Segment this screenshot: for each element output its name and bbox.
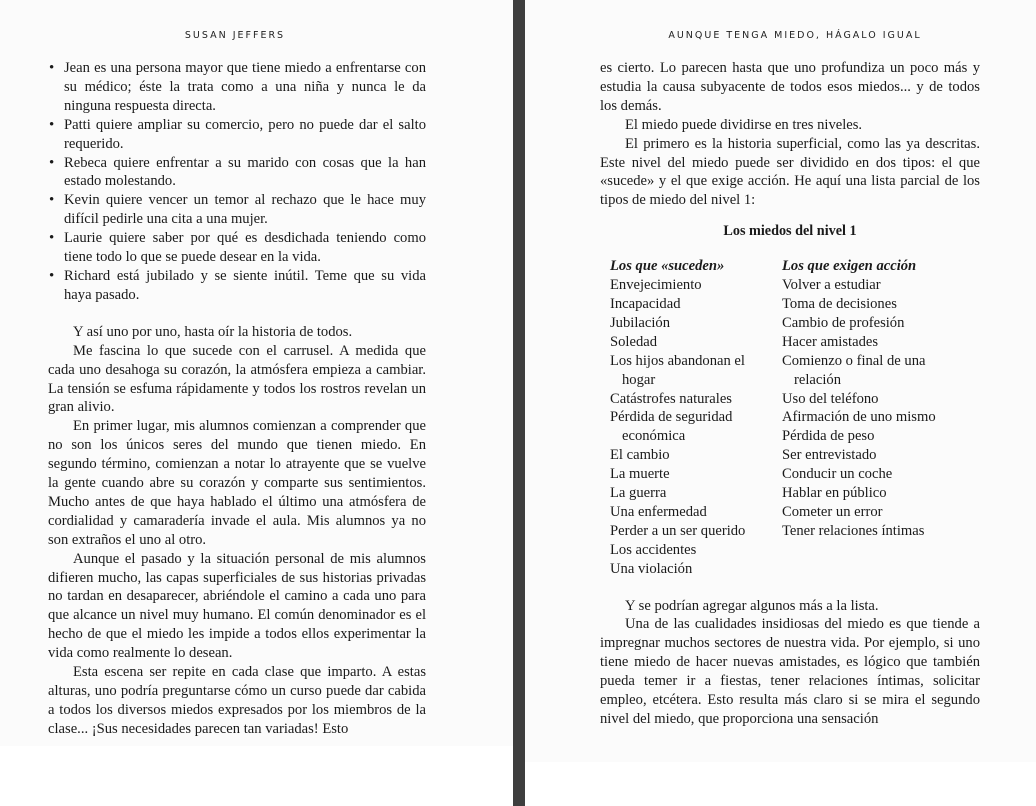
spacer bbox=[600, 579, 980, 597]
table-item: Jubilación bbox=[610, 314, 670, 331]
paragraph: Y así uno por uno, hasta oír la historia de todos. bbox=[73, 323, 353, 340]
bullet-list bbox=[48, 59, 426, 305]
left-page-text bbox=[48, 59, 426, 739]
running-head-author: SUSAN JEFFERS bbox=[184, 30, 286, 41]
table-item-text: Pérdida de seguridad económica bbox=[610, 409, 733, 445]
paragraph: En primer lugar, mis alumnos comienzan a comprender que no son los únicos seres del mundo que tienen miedo. En segundo término, comienzan a notar lo atrayente que se vuelve la gente cuando abre su corazón y comparte sus sentimientos. Mucho antes de que haya hablado el último una atmósfera de cordialidad y camaradería invade el aula. Mis alumnos ya no son extraños el uno al otro. bbox=[48, 418, 426, 548]
column-happen bbox=[610, 257, 782, 578]
fears-table bbox=[610, 257, 980, 578]
table-item: Soledad bbox=[610, 333, 658, 350]
table-item: Tener relaciones íntimas bbox=[782, 522, 925, 539]
table-item: Catástrofes naturales bbox=[610, 390, 732, 407]
column-header: Los que exigen acción bbox=[782, 258, 917, 275]
paragraph: Aunque el pasado y la situación personal de mis alumnos difieren mucho, las capas superficiales de sus historias privadas no tardan en desaparecer, abriéndole el camino a cada uno para que alcance un nivel muy humano. El común denominador es el hecho de que el miedo les impide a todos ellos experimentar la vida como realmente lo desean. bbox=[48, 550, 426, 662]
bullet-item: • Patti quiere ampliar su comercio, pero no puede dar el salto requerido. bbox=[48, 116, 426, 154]
table-item: La muerte bbox=[610, 466, 670, 483]
page-divider bbox=[513, 0, 525, 806]
table-item: Una enfermedad bbox=[610, 503, 707, 520]
bullet-item: • Richard está jubilado y se siente inútil. Teme que su vida haya pasado. bbox=[48, 267, 426, 305]
paragraph: El miedo puede dividirse en tres niveles. bbox=[625, 116, 863, 133]
paragraph: Y se podrían agregar algunos más a la lista. bbox=[625, 597, 879, 614]
paragraph: es cierto. Lo parecen hasta que uno profundiza un poco más y estudia la causa subyacente de todos esos miedos... y de todos los demás. bbox=[600, 60, 980, 114]
table-item: Cambio de profesión bbox=[782, 314, 905, 331]
table-item: Incapacidad bbox=[610, 295, 681, 312]
bullet-item: • Kevin quiere vencer un temor al rechazo que le hace muy difícil pedirle una cita a una mujer. bbox=[48, 191, 426, 229]
table-item: Una violación bbox=[610, 560, 693, 577]
table-item bbox=[610, 352, 760, 390]
right-page bbox=[525, 0, 1036, 762]
bullet-item: • Laurie quiere saber por qué es desdichada teniendo como tiene todo lo que se puede desear en la vida. bbox=[48, 229, 426, 267]
table-item: Conducir un coche bbox=[782, 466, 893, 483]
paragraph: Esta escena ser repite en cada clase que imparto. A estas alturas, uno podría preguntarse cómo un curso puede dar cabida a todos los diversos miedos expresados por los miembros de la clase... ¡Sus necesidades parecen tan variadas! Esto bbox=[48, 664, 426, 737]
table-item: Hacer amistades bbox=[782, 333, 879, 350]
left-page bbox=[0, 0, 513, 746]
table-item: Afirmación de uno mismo bbox=[782, 409, 936, 426]
table-item: Envejecimiento bbox=[610, 277, 702, 294]
table-item: Toma de decisiones bbox=[782, 295, 897, 312]
paragraph: El primero es la historia superficial, como las ya descritas. Este nivel del miedo puede ser dividido en dos tipos: el que «sucede» y el que exige acción. He aquí una lista parcial de los tipos de miedo del nivel 1: bbox=[600, 135, 980, 209]
table-item: Ser entrevistado bbox=[782, 447, 877, 464]
table-item: Perder a un ser querido bbox=[610, 522, 746, 539]
table-title: Los miedos del nivel 1 bbox=[723, 223, 857, 240]
table-item: Uso del teléfono bbox=[782, 390, 879, 407]
table-item bbox=[610, 408, 760, 446]
column-header: Los que «suceden» bbox=[610, 258, 725, 275]
table-item: Volver a estudiar bbox=[782, 277, 881, 294]
paragraph: Me fascina lo que sucede con el carrusel. A medida que cada uno desahoga su corazón, la atmósfera empieza a cambiar. La tensión se esfuma rápidamente y todos los rostros revelan un gran alivio. bbox=[48, 342, 426, 416]
table-item: El cambio bbox=[610, 447, 670, 464]
column-action bbox=[782, 257, 982, 578]
table-item: La guerra bbox=[610, 485, 667, 502]
table-item: Hablar en público bbox=[782, 485, 887, 502]
spacer bbox=[48, 305, 426, 323]
table-item bbox=[782, 352, 942, 390]
table-item: Los accidentes bbox=[610, 541, 697, 558]
table-item-text: Comienzo o final de una relación bbox=[782, 352, 926, 388]
table-item: Pérdida de peso bbox=[782, 428, 875, 445]
right-page-text bbox=[600, 59, 980, 729]
table-item: Cometer un error bbox=[782, 503, 883, 520]
bullet-item: • Rebeca quiere enfrentar a su marido con cosas que la han estado molestando. bbox=[48, 154, 426, 192]
table-item-text: Los hijos abandonan el hogar bbox=[610, 352, 745, 388]
bullet-item: • Jean es una persona mayor que tiene miedo a enfrentarse con su médico; éste la trata como a una niña y nunca le da ninguna respuesta directa. bbox=[48, 59, 426, 116]
paragraph: Una de las cualidades insidiosas del miedo es que tiende a impregnar muchos sectores de nuestra vida. Por ejemplo, si uno tiene miedo de hacer nuevas amistades, es lógico que también pueda temer ir a fiestas, tener relaciones íntimas, solicitar empleo, etcétera. Esto resulta más claro si se mira el segundo nivel del miedo, que proporciona una sensación bbox=[600, 616, 980, 727]
running-head-title: AUNQUE TENGA MIEDO, HÁGALO IGUAL bbox=[668, 30, 922, 41]
